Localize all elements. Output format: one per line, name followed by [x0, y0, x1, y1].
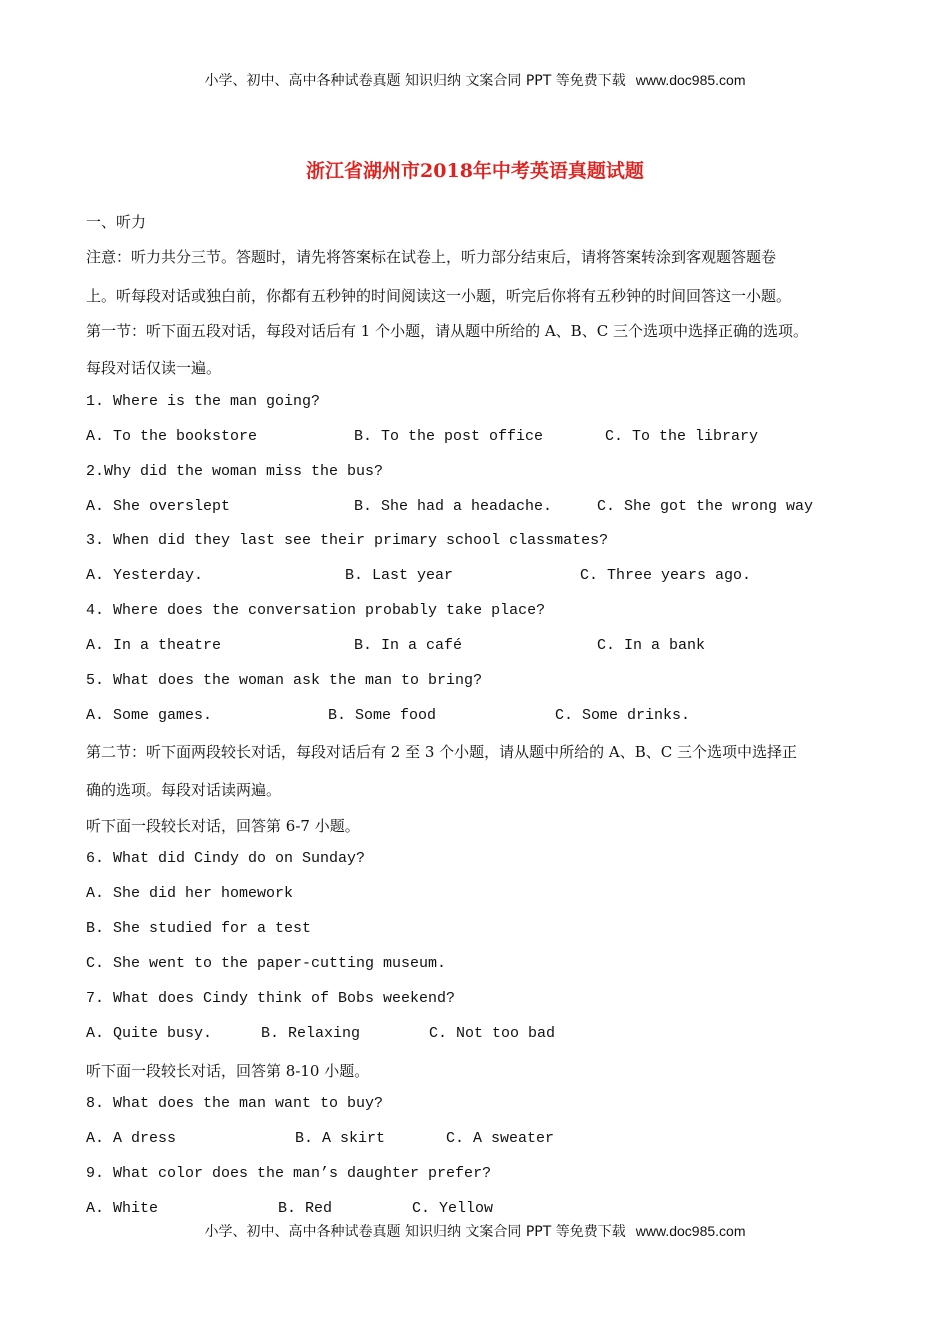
- question-6-option-b: B. She studied for a test: [86, 920, 312, 937]
- question-5: 5. What does the woman ask the man to bring?: [86, 672, 483, 689]
- question-8-option-c: C. A sweater: [446, 1130, 555, 1147]
- footer-site-link[interactable]: www.doc985.com: [635, 1223, 746, 1239]
- question-9-option-a: A. White: [86, 1200, 159, 1217]
- question-8: 8. What does the man want to buy?: [86, 1095, 384, 1112]
- question-9: 9. What color does the man’s daughter prefer?: [86, 1165, 492, 1182]
- question-6: 6. What did Cindy do on Sunday?: [86, 850, 366, 867]
- question-3-option-b: B. Last year: [345, 567, 454, 584]
- notice-line-1: 注意：听力共分三节。答题时，请先将答案标在试卷上，听力部分结束后，请将答案转涂到客观题答题卷: [86, 248, 777, 266]
- part2-instruction-line-2: 确的选项。每段对话读两遍。: [86, 781, 282, 799]
- question-7-option-a: A. Quite busy.: [86, 1025, 213, 1042]
- part1-instruction-line-2: 每段对话仅读一遍。: [86, 359, 222, 377]
- question-3-option-c: C. Three years ago.: [580, 567, 752, 584]
- question-4-option-c: C. In a bank: [597, 637, 706, 654]
- dialog-1-intro: 听下面一段较长对话，回答第 6-7 小题。: [86, 817, 360, 835]
- section-heading: 一、听力: [86, 213, 147, 231]
- question-4-option-b: B. In a café: [354, 637, 463, 654]
- notice-line-2: 上。听每段对话或独白前，你都有五秒钟的时间阅读这一小题，听完后你将有五秒钟的时间回答这一小题。: [86, 287, 792, 305]
- question-8-option-a: A. A dress: [86, 1130, 177, 1147]
- question-9-option-c: C. Yellow: [412, 1200, 494, 1217]
- question-7-option-c: C. Not too bad: [429, 1025, 556, 1042]
- page-header: [0, 70, 950, 90]
- question-7: 7. What does Cindy think of Bobs weekend?: [86, 990, 456, 1007]
- question-1-option-a: A. To the bookstore: [86, 428, 258, 445]
- part2-instruction-line-1: 第二节：听下面两段较长对话，每段对话后有 2 至 3 个小题，请从题中所给的 A、B、C 三个选项中选择正: [86, 743, 798, 761]
- question-3-option-a: A. Yesterday.: [86, 567, 204, 584]
- question-2-option-a: A. She overslept: [86, 498, 231, 515]
- question-4: 4. Where does the conversation probably take place?: [86, 602, 546, 619]
- question-2-option-b: B. She had a headache.: [354, 498, 553, 515]
- question-6-option-a: A. She did her homework: [86, 885, 294, 902]
- page-footer: [0, 1221, 950, 1241]
- exam-title: 浙江省湖州市2018年中考英语真题试题: [306, 160, 644, 182]
- question-5-option-c: C. Some drinks.: [555, 707, 691, 724]
- header-text: 小学、初中、高中各种试卷真题 知识归纳 文案合同 PPT 等免费下载: [204, 73, 626, 89]
- question-5-option-b: B. Some food: [328, 707, 437, 724]
- question-6-option-c: C. She went to the paper-cutting museum.: [86, 955, 447, 972]
- dialog-2-intro: 听下面一段较长对话，回答第 8-10 小题。: [86, 1062, 370, 1080]
- question-3: 3. When did they last see their primary school classmates?: [86, 532, 609, 549]
- question-9-option-b: B. Red: [278, 1200, 333, 1217]
- question-2-option-c: C. She got the wrong way: [597, 498, 814, 515]
- question-1-option-b: B. To the post office: [354, 428, 544, 445]
- part1-instruction-line-1: 第一节：听下面五段对话，每段对话后有 1 个小题，请从题中所给的 A、B、C 三个选项中选择正确的选项。: [86, 322, 808, 340]
- header-site-link[interactable]: www.doc985.com: [635, 72, 746, 88]
- question-4-option-a: A. In a theatre: [86, 637, 222, 654]
- question-1-option-c: C. To the library: [605, 428, 759, 445]
- footer-text: 小学、初中、高中各种试卷真题 知识归纳 文案合同 PPT 等免费下载: [204, 1224, 626, 1240]
- question-7-option-b: B. Relaxing: [261, 1025, 361, 1042]
- question-5-option-a: A. Some games.: [86, 707, 213, 724]
- question-1: 1. Where is the man going?: [86, 393, 321, 410]
- question-2: 2.Why did the woman miss the bus?: [86, 463, 384, 480]
- question-8-option-b: B. A skirt: [295, 1130, 386, 1147]
